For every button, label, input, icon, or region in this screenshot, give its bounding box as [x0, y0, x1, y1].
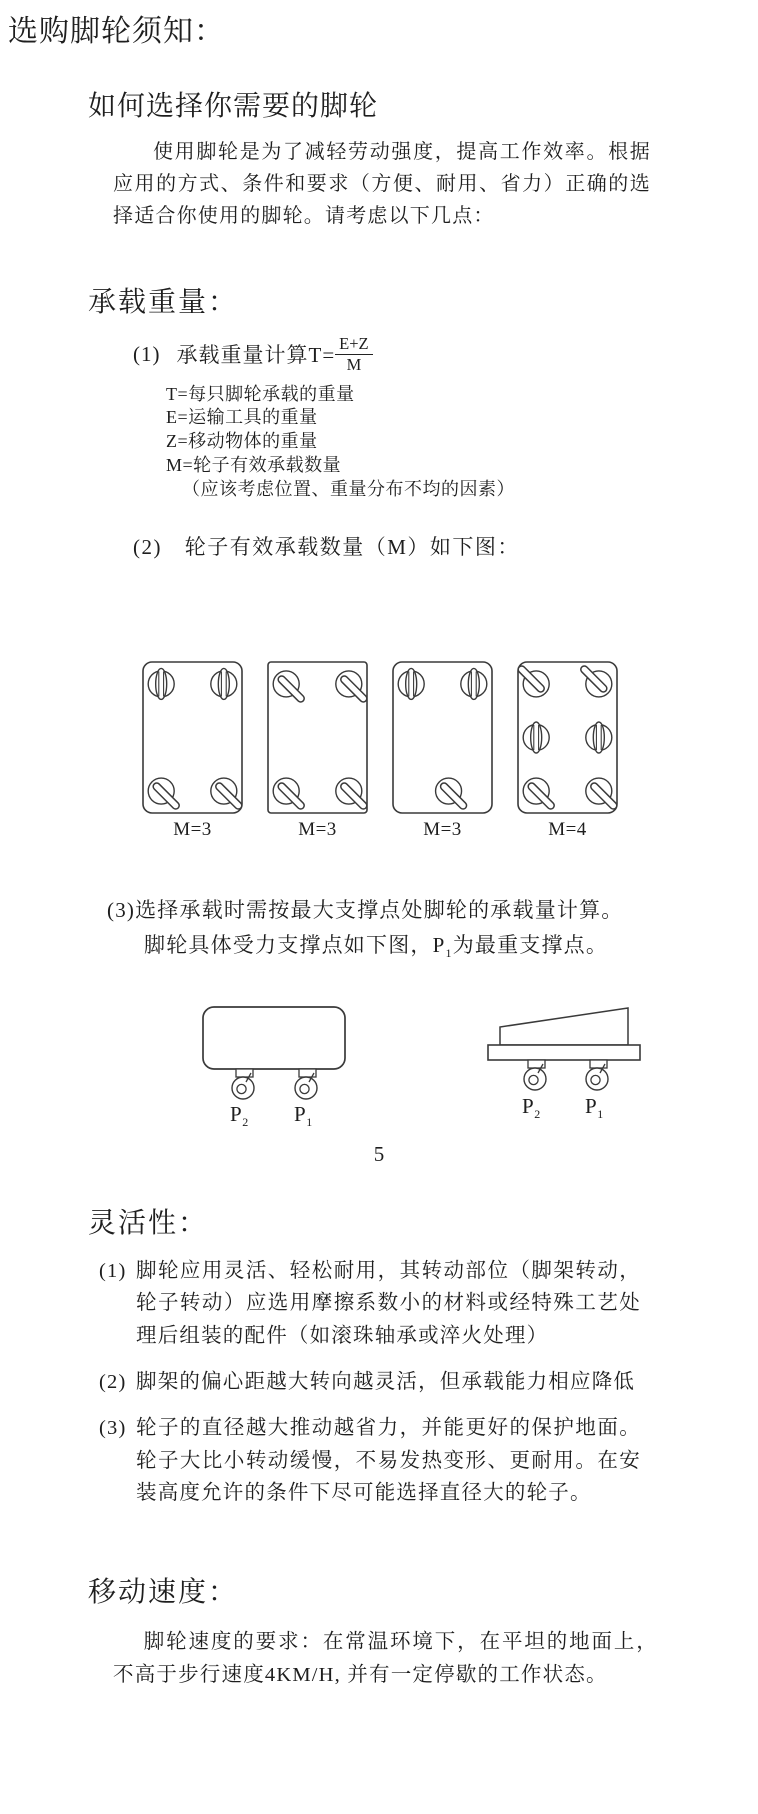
definition-T: T=每只脚轮承载的重量 [166, 383, 355, 404]
load-formula-text: 承载重量计算T= [176, 343, 336, 368]
item-text: 脚架的偏心距越大转向越灵活，但承载能力相应降低 [136, 1371, 636, 1394]
item-marker: (2) [99, 1371, 127, 1394]
load-item3-line2: 脚轮具体受力支撑点如下图，$P_1$为最重支撑点。 [144, 933, 609, 961]
support-point-label-p1: $P_1$ [294, 1101, 313, 1129]
item-text: 轮子的直径越大推动越省力，并能更好的保护地面。轮子大比小转动缓慢，不易发热变形、更耐用。在安装高度允许的条件下尽可能选择直径大的轮子。 [136, 1416, 641, 1505]
support-point-label-p2: $P_2$ [522, 1093, 541, 1121]
definition-E: E=运输工具的重量 [166, 407, 318, 428]
load-item3-paragraph [107, 893, 758, 963]
caster-layout-svg [517, 661, 618, 814]
caster-diagram-label: M=4 [548, 819, 587, 841]
caster-layout-figure [142, 661, 243, 841]
page-title: 选购脚轮须知： [8, 15, 225, 48]
flat-load-drawing [188, 1004, 364, 1102]
wedge-load-figure [482, 1004, 648, 1132]
fraction-denominator: M [346, 354, 362, 374]
support-point-label-p2: $P_2$ [230, 1101, 249, 1129]
item-marker: (2) [133, 535, 162, 560]
list-item [99, 1255, 758, 1353]
caster-layout-svg [267, 661, 368, 814]
caster-layout-svg [392, 661, 493, 814]
formula-definitions [166, 383, 758, 502]
caster-layout-figure [517, 661, 618, 841]
load-item2-line [133, 531, 758, 561]
caster-diagram-label: M=3 [298, 819, 337, 841]
page-number: 5 [373, 1141, 385, 1166]
caster-diagram-label: M=3 [423, 819, 462, 841]
support-point-label-p1: $P_1$ [585, 1093, 604, 1121]
wedge-load-drawing [482, 1004, 648, 1102]
flexibility-list [99, 1255, 758, 1511]
load-item3-line1: (3)选择承载时需按最大支撑点处脚轮的承载量计算。 [107, 898, 624, 923]
definition-M: M=轮子有效承载数量 [166, 454, 342, 475]
caster-diagram-row [142, 661, 758, 841]
support-point-figures [188, 1004, 758, 1132]
item-marker: (3) [107, 898, 136, 923]
flexibility-section-heading: 灵活性： [88, 1207, 209, 1239]
definition-note: （应该考虑位置、重量分布不均的因素） [182, 478, 515, 499]
caster-layout-figure [392, 661, 493, 841]
load-formula-fraction [335, 334, 372, 375]
list-item [99, 1366, 758, 1399]
definition-Z: Z=移动物体的重量 [166, 431, 318, 452]
speed-section-heading: 移动速度： [88, 1577, 239, 1609]
item-marker: (1) [133, 341, 161, 366]
speed-paragraph: 脚轮速度的要求：在常温环境下，在平坦的地面上，不高于步行速度4KM/H, 并有一定停歇的工作状态。 [113, 1631, 658, 1686]
caster-layout-svg [142, 661, 243, 814]
item-marker: (3) [99, 1416, 127, 1439]
load-section-heading: 承载重量： [88, 287, 239, 318]
item-marker: (1) [99, 1259, 127, 1282]
caster-diagram-label: M=3 [173, 819, 212, 841]
intro-paragraph: 使用脚轮是为了减轻劳动强度，提高工作效率。根据应用的方式、条件和要求（方便、耐用、省力）正确的选择适合你使用的脚轮。请考虑以下几点： [113, 141, 651, 227]
list-item [99, 1412, 758, 1510]
fraction-numerator: E+Z [335, 334, 372, 355]
flat-load-figure [188, 1004, 364, 1132]
item-text: 脚轮应用灵活、轻松耐用，其转动部位（脚架转动，轮子转动）应选用摩擦系数小的材料或经特殊工艺处理后组装的配件（如滚珠轴承或淬火处理） [136, 1259, 641, 1348]
load-item2-text: 轮子有效承载数量（M）如下图： [184, 535, 520, 560]
caster-layout-figure [267, 661, 368, 841]
intro-heading: 如何选择你需要的脚轮 [88, 91, 379, 122]
load-formula-line [133, 334, 758, 375]
